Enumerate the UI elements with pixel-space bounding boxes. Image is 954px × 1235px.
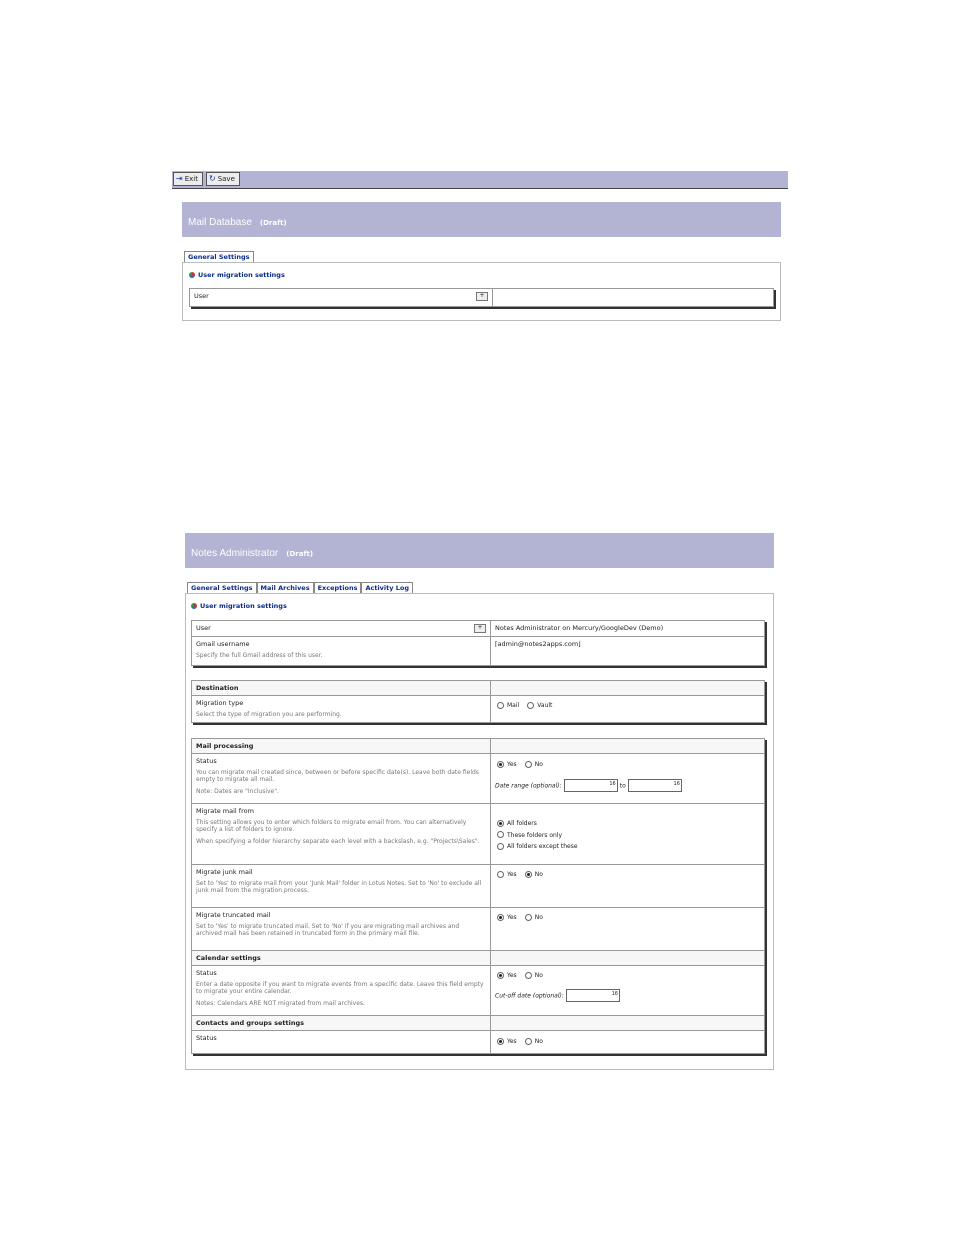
tab-general-settings[interactable]: General Settings [184, 251, 254, 263]
mail-status-no-radio[interactable] [525, 761, 532, 768]
form-title: Mail Database [188, 217, 252, 228]
calendar-icon[interactable]: 16 [673, 781, 680, 787]
form-header-notes-administrator [185, 533, 774, 568]
save-button[interactable]: ↻ Save [206, 172, 240, 186]
mail-processing-header: Mail processing [192, 739, 491, 754]
draft-badge: (Draft) [259, 219, 287, 227]
date-range-label: Date range (optional): [495, 782, 562, 790]
date-from-input[interactable] [564, 779, 618, 792]
migration-type-label: Migration type [196, 699, 244, 707]
migrate-mail-from-desc: This setting allows you to enter which folders to migrate email from. You can alternatively specify a list of folders to ignore. [196, 819, 467, 834]
mail-status-label: Status [196, 757, 217, 765]
migrate-junk-mail-desc: Set to 'Yes' to migrate mail from your 'Junk Mail' folder in Lotus Notes. Set to 'No' to exclude all junk mail from the migration process. [196, 880, 482, 895]
calendar-status-note: Notes: Calendars ARE NOT migrated from mail archives. [196, 999, 365, 1007]
exit-button[interactable]: ⇥ Exit [173, 172, 203, 186]
calendar-icon[interactable]: 16 [611, 991, 618, 997]
gmail-username-input[interactable]: admin@notes2apps.com [497, 640, 579, 648]
add-user-button[interactable]: + [474, 624, 486, 633]
destination-header: Destination [192, 681, 491, 696]
migrate-mail-from-label: Migrate mail from [196, 807, 254, 815]
section-title: User migration settings [189, 271, 285, 279]
user-table [189, 288, 774, 307]
contacts-groups-header: Contacts and groups settings [192, 1016, 491, 1031]
migration-type-vault-radio[interactable] [527, 702, 534, 709]
mail-processing-table: Mail processing Status You can migrate mail created since, between or before specific date(s). Leave both date fields empty to migrate all mail. Note: Dates are "Inclusive". Yes No Date range (optional): 16 to 16 Migrate mail from This setting allows you to enter which folders to migrate email from. You can alternatively specify a list of folders to ignore. When specifying a folder hierarchy separate each level with a backslash, e.g. "Projects\Sales". All folders These folders only All folders except these Migrate junk mail Set to 'Yes' to migrate mail from your 'Junk Mail' folder in Lotus Notes. Set to 'No' to exclude all junk mail from the migration process. Yes No Migrate truncated mail Set to 'Yes' to migrate truncated mail. Set to 'No' if you are migrating mail archives and archived mail has been retained in truncated form in the primary mail file. Yes No Calendar settings Status Enter a date opposite if you want to migrate events from a specific date. Leave this field empty to migrate your entire calendar. Notes: Calendars ARE NOT migrated from mail archives. Yes No Cut-off date (optional): 16 Contacts and groups settings Status Yes No [191, 738, 765, 1054]
migrate-truncated-mail-desc: Set to 'Yes' to migrate truncated mail. Set to 'No' if you are migrating mail archives and archived mail has been retained in truncated form in the primary mail file. [196, 923, 460, 938]
junk-mail-no-radio[interactable] [525, 871, 532, 878]
calendar-status-label: Status [196, 969, 217, 977]
migrate-junk-mail-label: Migrate junk mail [196, 868, 253, 876]
all-folders-radio[interactable] [497, 820, 504, 827]
form-title: Notes Administrator [191, 548, 279, 559]
tab-exceptions[interactable]: Exceptions [314, 582, 362, 594]
calendar-yes-radio[interactable] [497, 972, 504, 979]
truncated-mail-no-radio[interactable] [525, 914, 532, 921]
mail-status-note: Note: Dates are "Inclusive". [196, 787, 279, 795]
contacts-no-radio[interactable] [525, 1038, 532, 1045]
user-label: User [196, 624, 211, 632]
mail-status-yes-radio[interactable] [497, 761, 504, 768]
destination-table: Destination Migration type Select the type of migration you are performing. Mail Vault [191, 680, 765, 723]
cutoff-date-label: Cut-off date (optional): [495, 992, 564, 1000]
truncated-mail-yes-radio[interactable] [497, 914, 504, 921]
these-folders-only-radio[interactable] [497, 831, 504, 838]
contacts-yes-radio[interactable] [497, 1038, 504, 1045]
tab-general-settings[interactable]: General Settings [187, 582, 257, 594]
exit-icon: ⇥ [176, 174, 183, 183]
tab-activity-log[interactable]: Activity Log [361, 582, 413, 594]
calendar-icon[interactable]: 16 [609, 781, 616, 787]
user-value [493, 289, 774, 307]
mail-status-desc: You can migrate mail created since, between or before specific date(s). Leave both date fields empty to migrate all mail. [196, 769, 479, 784]
date-to-input[interactable] [628, 779, 682, 792]
cutoff-date-input[interactable] [566, 989, 620, 1002]
user-value: Notes Administrator on Mercury/GoogleDev (Demo) [491, 621, 765, 637]
section-icon [191, 603, 197, 609]
section-icon [189, 272, 195, 278]
junk-mail-yes-radio[interactable] [497, 871, 504, 878]
tab-mail-archives[interactable]: Mail Archives [257, 582, 314, 594]
draft-badge: (Draft) [286, 550, 314, 558]
calendar-no-radio[interactable] [525, 972, 532, 979]
gmail-username-label: Gmail username [196, 640, 250, 648]
gmail-username-desc: Specify the full Gmail address of this user. [196, 652, 323, 659]
user-table: User + Notes Administrator on Mercury/GoogleDev (Demo) Gmail username Specify the full Gmail address of this user. ⌈admin@notes2apps.com⌋ [191, 620, 765, 666]
add-user-button[interactable]: + [476, 292, 488, 301]
save-icon: ↻ [209, 174, 216, 183]
all-folders-except-radio[interactable] [497, 843, 504, 850]
form-header-mail-database [182, 202, 781, 237]
migration-type-desc: Select the type of migration you are performing. [196, 711, 342, 718]
migrate-truncated-mail-label: Migrate truncated mail [196, 911, 271, 919]
calendar-status-desc: Enter a date opposite if you want to migrate events from a specific date. Leave this field empty to migrate your entire calendar. [196, 981, 484, 996]
section-title: User migration settings [191, 602, 287, 610]
user-label: User [194, 292, 209, 300]
migrate-mail-from-hint: When specifying a folder hierarchy separate each level with a backslash, e.g. "Projects\Sales". [196, 837, 480, 845]
toolbar [172, 171, 788, 189]
calendar-settings-header: Calendar settings [192, 951, 491, 966]
migration-type-mail-radio[interactable] [497, 702, 504, 709]
contacts-status-label: Status [196, 1034, 217, 1042]
